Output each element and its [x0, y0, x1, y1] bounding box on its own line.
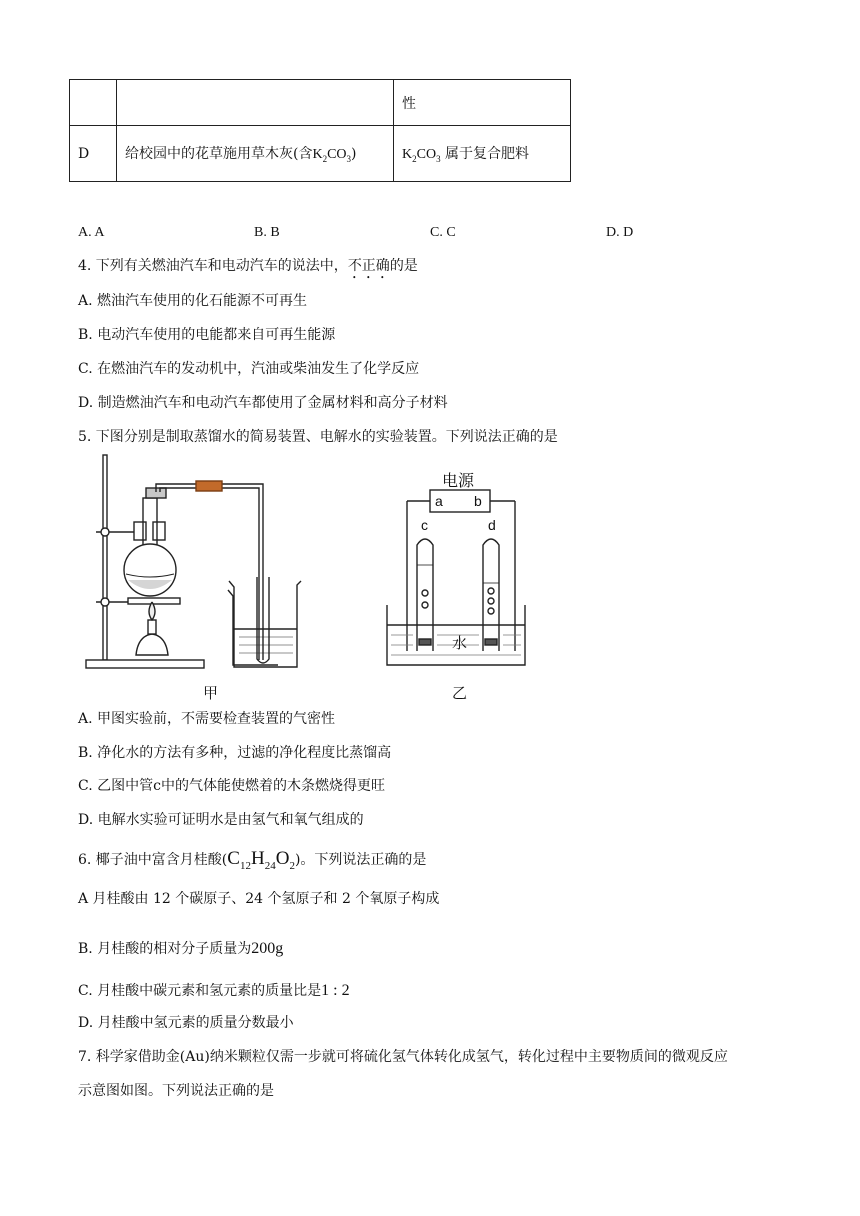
q6-option-d[interactable]: D. 月桂酸中氢元素的质量分数最小 [78, 1015, 294, 1031]
table-cell-letter [70, 80, 117, 126]
q5-stem: 5. 下图分别是制取蒸馏水的简易装置、电解水的实验装置。下列说法正确的是 [78, 429, 558, 445]
terminal-b-label: b [474, 493, 482, 509]
q5-option-d[interactable]: D. 电解水实验可证明水是由氢气和氧气组成的 [78, 812, 364, 828]
q3-option-c[interactable]: C. C [430, 225, 456, 240]
q5-option-a[interactable]: A. 甲图实验前，不需要检查装置的气密性 [78, 711, 336, 727]
tube-d-label: d [488, 517, 496, 533]
table-cell-action [117, 80, 394, 126]
table-row [70, 126, 571, 182]
table-row [70, 80, 571, 126]
q5-option-c[interactable]: C. 乙图中管c中的气体能使燃着的木条燃烧得更旺 [78, 778, 385, 794]
q6-option-b[interactable]: B. 月桂酸的相对分子质量为200g [78, 940, 284, 957]
q3-table [69, 79, 571, 182]
water-label: 水 [452, 634, 468, 652]
caption-left: 甲 [203, 684, 219, 702]
q4-option-a[interactable]: A. 燃油汽车使用的化石能源不可再生 [78, 293, 308, 309]
table-cell-letter: D [70, 126, 117, 182]
q6-option-a[interactable]: A 月桂酸由 12 个碳原子、24 个氢原子和 2 个氧原子构成 [78, 891, 440, 907]
table-cell-action: 给校园中的花草施用草木灰(含$K_2CO_3$) [117, 126, 394, 182]
q4-option-b[interactable]: B. 电动汽车使用的电能都来自可再生能源 [78, 327, 336, 343]
table-cell-reason: $K_2CO_3$ 属于复合肥料 [394, 126, 571, 182]
table-cell-reason: 性 [394, 80, 571, 126]
terminal-a-label: a [435, 493, 443, 509]
q6-stem: 6. 椰子油中富含月桂酸$(C_{12}H_{24}O_2)$。下列说法正确的是 [78, 848, 427, 872]
q3-option-d[interactable]: D. D [606, 225, 634, 240]
q4-option-d[interactable]: D. 制造燃油汽车和电动汽车都使用了金属材料和高分子材料 [78, 395, 448, 411]
q4-stem: 4. 下列有关燃油汽车和电动汽车的说法中，不正确的是 [78, 258, 418, 274]
q5-option-b[interactable]: B. 净化水的方法有多种，过滤的净化程度比蒸馏高 [78, 745, 392, 761]
lauric-acid-formula: $C_{12}H_{24}O_2$ [227, 848, 295, 872]
tube-c-label: c [421, 517, 428, 533]
q6-option-c[interactable]: C. 月桂酸中碳元素和氢元素的质量比是1 : 2 [78, 982, 350, 999]
caption-right: 乙 [452, 684, 468, 702]
q3-option-b[interactable]: B. B [254, 225, 280, 240]
power-source-label: 电源 [442, 471, 475, 490]
q4-option-c[interactable]: C. 在燃油汽车的发动机中，汽油或柴油发生了化学反应 [78, 361, 420, 377]
emphasis-text: 不正确 [347, 258, 390, 274]
q3-option-a[interactable]: A. A [78, 225, 105, 240]
q7-stem-line1: 7. 科学家借助金(Au)纳米颗粒仅需一步就可将硫化氢气体转化成氢气，转化过程中主要物质间的微观反应 [78, 1049, 728, 1065]
q7-stem-line2: 示意图如图。下列说法正确的是 [78, 1083, 274, 1099]
beaker-icon [225, 575, 305, 675]
